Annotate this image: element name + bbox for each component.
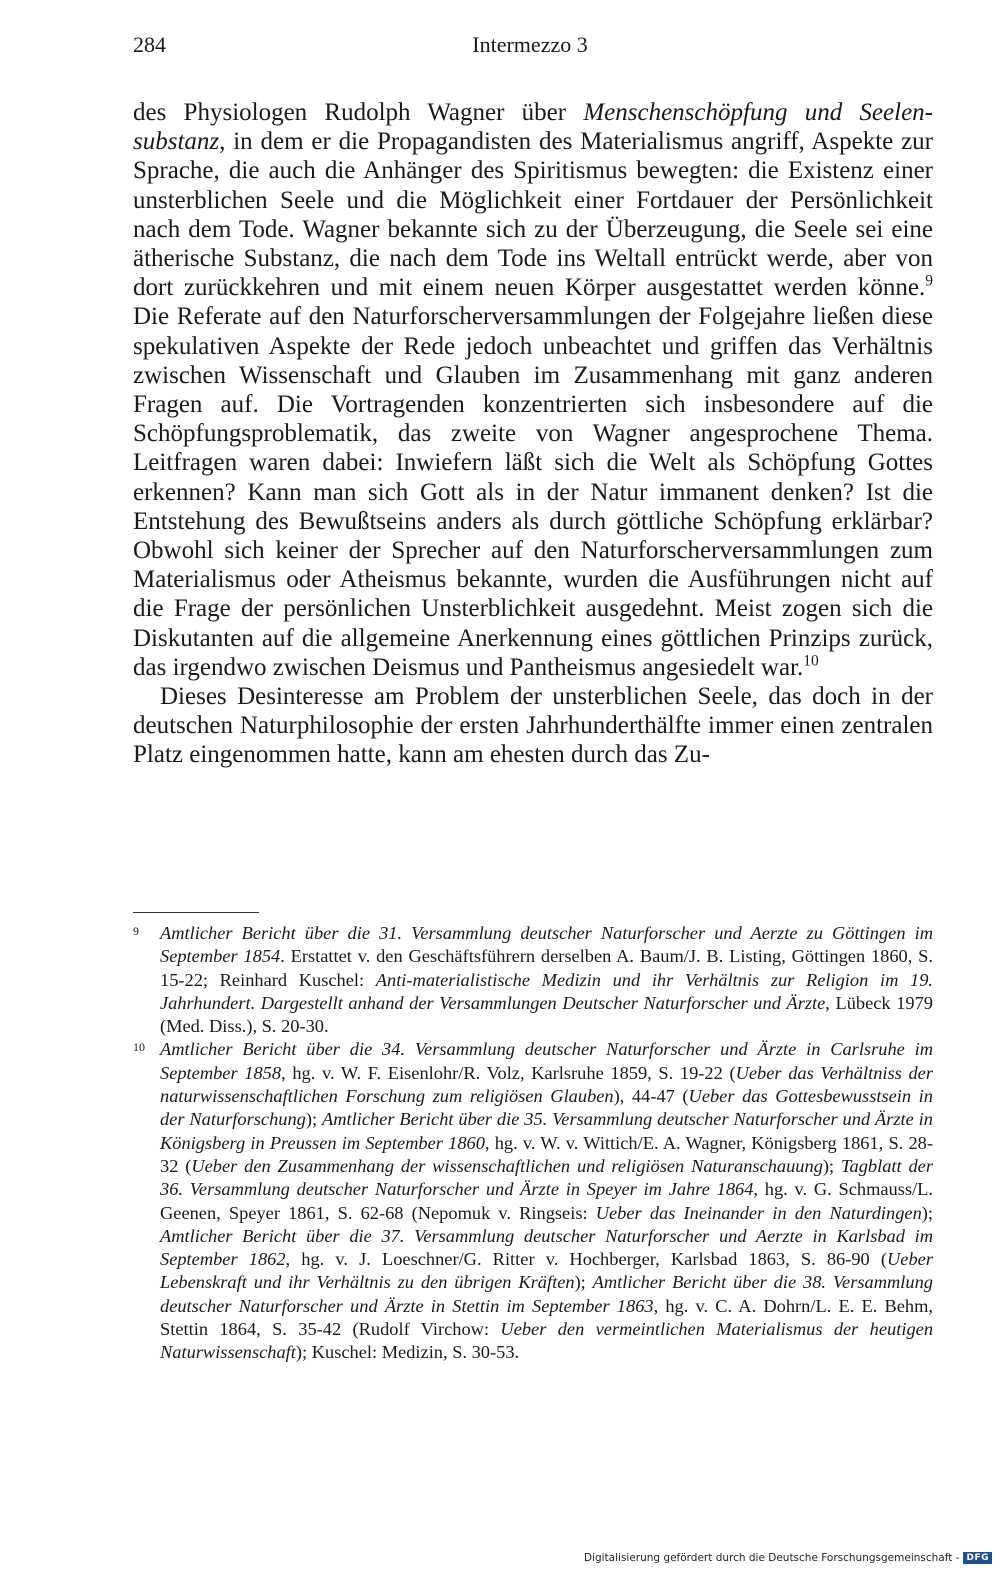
italic-title: Menschenschöpfung und Seelensubstanz (133, 99, 933, 156)
paragraph-1 (133, 98, 933, 682)
footnote-ref-10[interactable]: 10 (803, 652, 819, 670)
text-span: , hg. v. J. Loeschner/G. Ritter v. Hochberger, Karlsbad 1863, S. 86-90 ( (285, 1249, 888, 1270)
text-span: , hg. v. G. Schmauss/L. Geenen, Speyer 1861, S. 62-68 (Nepomuk v. Ringseis: (160, 1179, 933, 1223)
italic-title: Amtlicher Bericht über die 31. Versammlung deutscher Naturforscher und Aerzte zu Göttingen im September 1854 (160, 923, 933, 967)
text-span: . Erstattet v. den Geschäftsführern derselben A. Baum/J. B. Listing, Göttingen 1860, S. 15-22; Reinhard Kuschel: (160, 946, 933, 990)
text-span: , Lübeck 1979 (Med. Diss.), S. 20-30. (160, 992, 933, 1037)
text-span: ); (574, 1272, 593, 1293)
text-span: , hg. v. W. F. Eisenlohr/R. Volz, Karlsruhe 1859, S. 19-22 ( (281, 1062, 736, 1083)
footnote-ref-9[interactable]: 9 (925, 272, 933, 290)
italic-title: Amtlicher Bericht über die 35. Versammlung deutscher Naturforscher und Ärzte in Königsberg in Preussen im September 1860 (160, 1109, 933, 1153)
text-span: des Physiologen Rudolph Wagner über (133, 99, 584, 126)
digitization-credit (584, 1552, 992, 1564)
running-title: Intermezzo 3 (472, 32, 588, 57)
paragraph-2: Dieses Desinteresse am Problem der unsterblichen Seele, das doch in der deutschen Naturphilosophie der ersten Jahrhunderthälfte immer einen zentralen Platz eingenommen hatte, kann am ehesten durch das Zu- (133, 683, 933, 769)
text-span: , hg. v. C. A. Dohrn/L. E. E. Behm, Stettin 1864, S. 35-42 (Rudolf Virchow: (160, 1295, 933, 1340)
italic-title: Ueber Lebenskraft und ihr Verhältnis zu den übrigen Kräften (160, 1249, 933, 1293)
footnotes (133, 922, 933, 1365)
italic-title: Ueber das Gottesbewusstsein in der Naturforschung (160, 1086, 933, 1130)
text-span: Die Referate auf den Naturforscherversammlungen der Folgejahre ließen diese spekulativen Aspekte der Rede jedoch unbeachtet und griffen das Verhältnis zwischen Wissenschaft und Glauben im Zusammenhang mit ganz anderen Fragen auf. Die Vortragenden konzentrierten sich insbesondere auf die Schöpfungsproblematik, das zweite von Wagner angesprochene Thema. Leitfragen waren dabei: Inwiefern läßt sich die Welt als Schöpfung Gottes erkennen? Kann man sich Gott als in der Natur immanent denken? Ist die Entstehung des Bewußtseins anders als durch göttliche Schöpfung erklärbar? Obwohl sich keiner der Sprecher auf den Naturforscherversammlungen zum Materialismus oder Atheismus bekannte, wurden die Ausführungen nicht auf die Frage der persönlichen Unsterblichkeit ausgedehnt. Meist zogen sich die Diskutanten auf die allgemeine Anerkennung eines göttlichen Prinzips zurück, das irgendwo zwischen Deismus und Pantheismus angesiedelt war. (133, 303, 933, 681)
footnote-mark: 9 (133, 924, 139, 938)
italic-title: Amtlicher Bericht über die 34. Versammlung deutscher Naturforscher und Ärzte in Carlsruhe im September 1858 (160, 1039, 933, 1083)
text-span: ); (822, 1155, 841, 1176)
italic-title: Ueber den Zusammenhang der wissenschaftlichen und religiösen Naturanschauung (191, 1155, 823, 1176)
text-span: ); (921, 1202, 933, 1223)
footnote-divider (133, 912, 259, 913)
italic-title: Amtlicher Bericht über die 38. Versammlung deutscher Naturforscher und Ärzte in Stettin im September 1863 (160, 1272, 933, 1316)
dfg-logo-icon: DFG (963, 1552, 992, 1564)
italic-title: Anti-materialistische Medizin und ihr Verhältnis zur Religion im 19. Jahrhundert. Dargestellt anhand der Versammlungen Deutscher Naturforscher und Ärzte (160, 969, 933, 1013)
footnote-9 (133, 922, 933, 1038)
italic-title: Amtlicher Bericht über die 37. Versammlung deutscher Naturforscher und Aerzte in Karlsbad im September 1862 (160, 1225, 933, 1270)
main-text (133, 98, 933, 770)
text-span: , hg. v. W. v. Wittich/E. A. Wagner, Königsberg 1861, S. 28-32 ( (160, 1132, 933, 1176)
footnote-10 (133, 1038, 933, 1364)
text-span: ), 44-47 ( (613, 1086, 689, 1107)
page-header (0, 32, 1000, 62)
italic-title: Ueber den vermeintlichen Materialismus der heutigen Naturwissenschaft (160, 1319, 934, 1363)
italic-title: Ueber das Ineinander in den Naturdingen (595, 1202, 922, 1223)
text-span: ); (305, 1109, 322, 1130)
italic-title: Ueber das Verhältniss der naturwissenschaftlichen Forschung zum religiösen Glauben (160, 1062, 933, 1107)
text-span: , in dem er die Propagandisten des Materialismus angriff, Aspekte zur Sprache, die auch die Anhänger des Spiritismus bewegten: die Existenz einer unsterblichen Seele und die Möglichkeit einer Fortdauer der Persönlichkeit nach dem Tode. Wagner bekannte sich zu der Überzeugung, die Seele sei eine ätherische Substanz, die nach dem Tode ins Weltall entrückt werde, aber von dort zurückkehren und mit einem neuen Körper ausgestattet werden könne. (133, 128, 933, 302)
credit-text: Digitalisierung gefördert durch die Deutsche Forschungsgemeinschaft - (583, 1552, 960, 1564)
footnote-mark: 10 (133, 1040, 145, 1055)
text-span: ); Kuschel: Medizin, S. 30-53. (295, 1342, 520, 1363)
page-number: 284 (133, 32, 166, 57)
italic-title: Tagblatt der 36. Versammlung deutscher Naturforscher und Ärzte in Speyer im Jahre 1864 (160, 1155, 933, 1200)
